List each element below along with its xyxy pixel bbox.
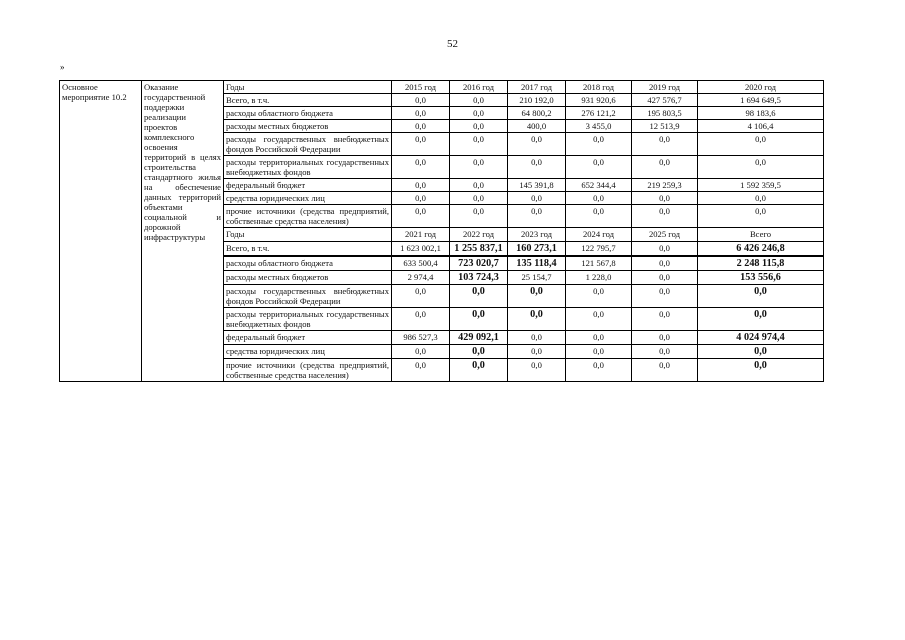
value-cell: 4 024 974,4 <box>698 331 824 345</box>
value-cell: 0,0 <box>698 345 824 359</box>
value-cell: 12 513,9 <box>632 120 698 133</box>
value-cell: 0,0 <box>508 308 566 331</box>
value-cell: 103 724,3 <box>450 271 508 285</box>
row-label: расходы местных бюджетов <box>224 271 392 285</box>
value-cell: 0,0 <box>632 331 698 345</box>
value-cell: 145 391,8 <box>508 179 566 192</box>
value-cell: 2 974,4 <box>392 271 450 285</box>
value-cell: 0,0 <box>508 345 566 359</box>
row-label: прочие источники (средства предприятий, собственные средства населения) <box>224 359 392 382</box>
value-cell: 276 121,2 <box>566 107 632 120</box>
value-cell: 0,0 <box>508 156 566 179</box>
value-cell: 0,0 <box>698 308 824 331</box>
year-header: 2017 год <box>508 81 566 94</box>
value-cell: 0,0 <box>698 156 824 179</box>
year-header: 2024 год <box>566 228 632 242</box>
value-cell: 652 344,4 <box>566 179 632 192</box>
value-cell: 0,0 <box>566 205 632 228</box>
value-cell: 210 192,0 <box>508 94 566 107</box>
value-cell: 4 106,4 <box>698 120 824 133</box>
row-label: Всего, в т.ч. <box>224 242 392 257</box>
row-label: средства юридических лиц <box>224 192 392 205</box>
value-cell: 0,0 <box>632 285 698 308</box>
value-cell: 427 576,7 <box>632 94 698 107</box>
value-cell: 25 154,7 <box>508 271 566 285</box>
value-cell: 0,0 <box>632 156 698 179</box>
value-cell: 0,0 <box>508 331 566 345</box>
event-description: Оказание государственной поддержки реализации проектов комплексного освоения территорий в целях строительства стандартного жилья на обеспечение данных территорий объектами социальной и дорожной инфраструктуры <box>142 81 224 382</box>
value-cell: 0,0 <box>392 120 450 133</box>
value-cell: 195 803,5 <box>632 107 698 120</box>
years-header-label: Годы <box>224 228 392 242</box>
value-cell: 0,0 <box>566 308 632 331</box>
value-cell: 0,0 <box>508 133 566 156</box>
value-cell: 0,0 <box>450 179 508 192</box>
budget-table <box>59 80 824 382</box>
value-cell: 0,0 <box>566 192 632 205</box>
value-cell: 0,0 <box>632 256 698 271</box>
value-cell: 0,0 <box>450 107 508 120</box>
row-label: федеральный бюджет <box>224 179 392 192</box>
value-cell: 0,0 <box>632 345 698 359</box>
section1-header-row <box>60 81 824 94</box>
value-cell: 0,0 <box>450 285 508 308</box>
value-cell: 0,0 <box>632 205 698 228</box>
value-cell: 153 556,6 <box>698 271 824 285</box>
value-cell: 135 118,4 <box>508 256 566 271</box>
year-header: 2023 год <box>508 228 566 242</box>
row-label: федеральный бюджет <box>224 331 392 345</box>
value-cell: 0,0 <box>698 285 824 308</box>
year-header: 2016 год <box>450 81 508 94</box>
row-label: расходы государственных внебюджетных фондов Российской Федерации <box>224 285 392 308</box>
value-cell: 219 259,3 <box>632 179 698 192</box>
value-cell: 0,0 <box>450 205 508 228</box>
row-label: Всего, в т.ч. <box>224 94 392 107</box>
value-cell: 1 694 649,5 <box>698 94 824 107</box>
value-cell: 98 183,6 <box>698 107 824 120</box>
value-cell: 0,0 <box>566 133 632 156</box>
value-cell: 0,0 <box>450 345 508 359</box>
value-cell: 633 500,4 <box>392 256 450 271</box>
year-header: 2019 год <box>632 81 698 94</box>
value-cell: 1 592 359,5 <box>698 179 824 192</box>
value-cell: 0,0 <box>392 308 450 331</box>
year-header: 2022 год <box>450 228 508 242</box>
value-cell: 1 228,0 <box>566 271 632 285</box>
year-header: 2021 год <box>392 228 450 242</box>
value-cell: 0,0 <box>392 345 450 359</box>
value-cell: 0,0 <box>632 308 698 331</box>
value-cell: 0,0 <box>566 345 632 359</box>
value-cell: 0,0 <box>508 192 566 205</box>
value-cell: 0,0 <box>632 271 698 285</box>
value-cell: 0,0 <box>508 285 566 308</box>
year-header: 2020 год <box>698 81 824 94</box>
value-cell: 0,0 <box>698 359 824 382</box>
row-label: расходы местных бюджетов <box>224 120 392 133</box>
value-cell: 0,0 <box>698 205 824 228</box>
value-cell: 160 273,1 <box>508 242 566 257</box>
value-cell: 0,0 <box>392 359 450 382</box>
value-cell: 0,0 <box>450 133 508 156</box>
value-cell: 0,0 <box>450 120 508 133</box>
value-cell: 0,0 <box>392 179 450 192</box>
value-cell: 0,0 <box>392 205 450 228</box>
value-cell: 0,0 <box>508 205 566 228</box>
value-cell: 0,0 <box>632 242 698 257</box>
value-cell: 0,0 <box>450 308 508 331</box>
value-cell: 0,0 <box>450 156 508 179</box>
value-cell: 0,0 <box>392 285 450 308</box>
value-cell: 0,0 <box>392 133 450 156</box>
value-cell: 400,0 <box>508 120 566 133</box>
page-number: 52 <box>447 38 458 50</box>
value-cell: 2 248 115,8 <box>698 256 824 271</box>
years-header-label: Годы <box>224 81 392 94</box>
row-label: расходы территориальных государственных внебюджетных фондов <box>224 308 392 331</box>
value-cell: 0,0 <box>392 192 450 205</box>
value-cell: 723 020,7 <box>450 256 508 271</box>
event-label: Основное мероприятие 10.2 <box>60 81 142 382</box>
value-cell: 0,0 <box>392 156 450 179</box>
value-cell: 3 455,0 <box>566 120 632 133</box>
value-cell: 0,0 <box>392 107 450 120</box>
value-cell: 0,0 <box>566 359 632 382</box>
row-label: средства юридических лиц <box>224 345 392 359</box>
year-header: 2025 год <box>632 228 698 242</box>
year-header: 2015 год <box>392 81 450 94</box>
value-cell: 6 426 246,8 <box>698 242 824 257</box>
value-cell: 0,0 <box>566 285 632 308</box>
row-label: расходы территориальных государственных внебюджетных фондов <box>224 156 392 179</box>
value-cell: 0,0 <box>450 192 508 205</box>
year-header: 2018 год <box>566 81 632 94</box>
value-cell: 1 623 002,1 <box>392 242 450 257</box>
value-cell: 0,0 <box>392 94 450 107</box>
value-cell: 0,0 <box>450 94 508 107</box>
value-cell: 429 092,1 <box>450 331 508 345</box>
value-cell: 122 795,7 <box>566 242 632 257</box>
value-cell: 0,0 <box>632 359 698 382</box>
value-cell: 121 567,8 <box>566 256 632 271</box>
value-cell: 0,0 <box>450 359 508 382</box>
year-header: Всего <box>698 228 824 242</box>
row-label: прочие источники (средства предприятий, собственные средства населения) <box>224 205 392 228</box>
value-cell: 0,0 <box>698 192 824 205</box>
value-cell: 0,0 <box>632 192 698 205</box>
value-cell: 986 527,3 <box>392 331 450 345</box>
budget-table-body <box>60 81 824 382</box>
value-cell: 931 920,6 <box>566 94 632 107</box>
value-cell: 0,0 <box>632 133 698 156</box>
row-label: расходы областного бюджета <box>224 256 392 271</box>
value-cell: 64 800,2 <box>508 107 566 120</box>
value-cell: 0,0 <box>566 156 632 179</box>
value-cell: 0,0 <box>566 331 632 345</box>
quote-mark: » <box>60 62 65 72</box>
row-label: расходы областного бюджета <box>224 107 392 120</box>
value-cell: 0,0 <box>508 359 566 382</box>
row-label: расходы государственных внебюджетных фондов Российской Федерации <box>224 133 392 156</box>
value-cell: 0,0 <box>698 133 824 156</box>
value-cell: 1 255 837,1 <box>450 242 508 257</box>
